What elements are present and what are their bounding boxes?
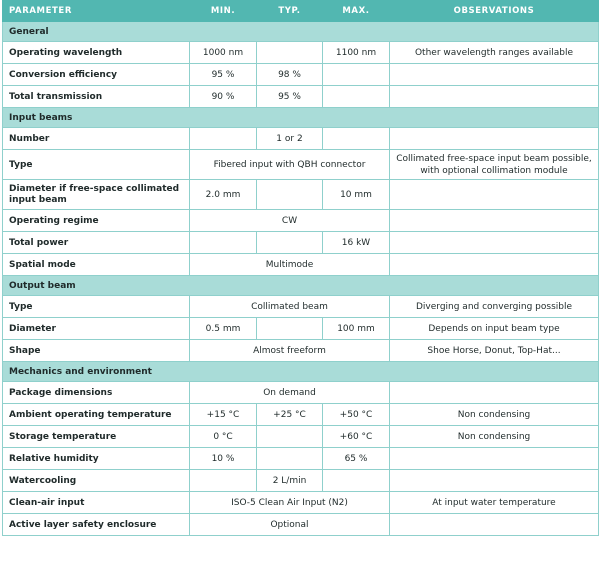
observation bbox=[390, 448, 599, 470]
section-title: Output beam bbox=[3, 276, 599, 296]
observation bbox=[390, 254, 599, 276]
max-value: 65 % bbox=[323, 448, 390, 470]
table-header bbox=[3, 1, 599, 22]
header-parameter: PARAMETER bbox=[3, 1, 190, 22]
section-title: Input beams bbox=[3, 108, 599, 128]
param-name: Watercooling bbox=[3, 470, 190, 492]
observation-line: Collimated free-space input beam possible, bbox=[396, 153, 592, 164]
param-name: Operating wavelength bbox=[3, 42, 190, 64]
typ-value: 98 % bbox=[257, 64, 323, 86]
observation: Non condensing bbox=[390, 404, 599, 426]
typ-value bbox=[257, 318, 323, 340]
param-name: Number bbox=[3, 128, 190, 150]
table-row bbox=[3, 382, 599, 404]
max-value bbox=[323, 64, 390, 86]
observation bbox=[390, 86, 599, 108]
min-value bbox=[190, 470, 257, 492]
param-name: Total transmission bbox=[3, 86, 190, 108]
typ-value bbox=[257, 232, 323, 254]
min-value bbox=[190, 232, 257, 254]
header-min: MIN. bbox=[190, 1, 257, 22]
min-value: 95 % bbox=[190, 64, 257, 86]
observation: Diverging and converging possible bbox=[390, 296, 599, 318]
typ-value bbox=[257, 426, 323, 448]
section-input-beams bbox=[3, 108, 599, 128]
max-value bbox=[323, 86, 390, 108]
max-value bbox=[323, 470, 390, 492]
spanned-value: Almost freeform bbox=[190, 340, 390, 362]
header-observations: OBSERVATIONS bbox=[390, 1, 599, 22]
observation bbox=[390, 514, 599, 536]
max-value: 10 mm bbox=[323, 180, 390, 210]
table-row bbox=[3, 492, 599, 514]
table-row bbox=[3, 340, 599, 362]
spanned-value: Optional bbox=[190, 514, 390, 536]
param-name: Active layer safety enclosure bbox=[3, 514, 190, 536]
param-name: Type bbox=[3, 296, 190, 318]
table-row bbox=[3, 254, 599, 276]
observation: Shoe Horse, Donut, Top-Hat... bbox=[390, 340, 599, 362]
header-typ: TYP. bbox=[257, 1, 323, 22]
typ-value bbox=[257, 180, 323, 210]
min-value: 0.5 mm bbox=[190, 318, 257, 340]
param-name: Ambient operating temperature bbox=[3, 404, 190, 426]
param-name: Relative humidity bbox=[3, 448, 190, 470]
spanned-value: ISO-5 Clean Air Input (N2) bbox=[190, 492, 390, 514]
param-name: Shape bbox=[3, 340, 190, 362]
param-name: Type bbox=[3, 150, 190, 180]
param-name: Conversion efficiency bbox=[3, 64, 190, 86]
param-name-line: Diameter if free-space collimated bbox=[9, 183, 180, 194]
param-name: Spatial mode bbox=[3, 254, 190, 276]
min-value: 0 °C bbox=[190, 426, 257, 448]
observation bbox=[390, 64, 599, 86]
section-mechanics bbox=[3, 362, 599, 382]
param-name: Operating regime bbox=[3, 210, 190, 232]
table-row bbox=[3, 514, 599, 536]
observation-line: with optional collimation module bbox=[420, 165, 568, 176]
observation: Depends on input beam type bbox=[390, 318, 599, 340]
typ-value: +25 °C bbox=[257, 404, 323, 426]
observation: Other wavelength ranges available bbox=[390, 42, 599, 64]
typ-value: 95 % bbox=[257, 86, 323, 108]
spanned-value: CW bbox=[190, 210, 390, 232]
table-row bbox=[3, 128, 599, 150]
max-value: 1100 nm bbox=[323, 42, 390, 64]
max-value: +50 °C bbox=[323, 404, 390, 426]
section-output-beam bbox=[3, 276, 599, 296]
min-value: +15 °C bbox=[190, 404, 257, 426]
max-value: +60 °C bbox=[323, 426, 390, 448]
param-name-line: input beam bbox=[9, 194, 67, 205]
typ-value bbox=[257, 42, 323, 64]
table-row bbox=[3, 404, 599, 426]
typ-value: 2 L/min bbox=[257, 470, 323, 492]
table-row bbox=[3, 180, 599, 210]
observation bbox=[390, 180, 599, 210]
observation bbox=[390, 382, 599, 404]
max-value: 100 mm bbox=[323, 318, 390, 340]
table-row bbox=[3, 86, 599, 108]
table-row bbox=[3, 42, 599, 64]
param-name: Diameter bbox=[3, 318, 190, 340]
observation: Non condensing bbox=[390, 426, 599, 448]
table-row bbox=[3, 470, 599, 492]
table-row bbox=[3, 232, 599, 254]
observation bbox=[390, 210, 599, 232]
spanned-value: Multimode bbox=[190, 254, 390, 276]
table-row bbox=[3, 296, 599, 318]
min-value bbox=[190, 128, 257, 150]
table-row bbox=[3, 150, 599, 180]
observation bbox=[390, 128, 599, 150]
specifications-table bbox=[2, 0, 599, 536]
table-row bbox=[3, 318, 599, 340]
spanned-value: Fibered input with QBH connector bbox=[190, 150, 390, 180]
param-name: Clean-air input bbox=[3, 492, 190, 514]
min-value: 90 % bbox=[190, 86, 257, 108]
observation bbox=[390, 470, 599, 492]
max-value bbox=[323, 128, 390, 150]
section-title: Mechanics and environment bbox=[3, 362, 599, 382]
param-name: Total power bbox=[3, 232, 190, 254]
table-row bbox=[3, 426, 599, 448]
observation: At input water temperature bbox=[390, 492, 599, 514]
observation bbox=[390, 232, 599, 254]
param-name bbox=[3, 180, 190, 210]
min-value: 10 % bbox=[190, 448, 257, 470]
typ-value bbox=[257, 448, 323, 470]
section-general bbox=[3, 22, 599, 42]
max-value: 16 kW bbox=[323, 232, 390, 254]
spanned-value: On demand bbox=[190, 382, 390, 404]
typ-value: 1 or 2 bbox=[257, 128, 323, 150]
spanned-value: Collimated beam bbox=[190, 296, 390, 318]
table-row bbox=[3, 64, 599, 86]
table-row bbox=[3, 210, 599, 232]
header-max: MAX. bbox=[323, 1, 390, 22]
param-name: Package dimensions bbox=[3, 382, 190, 404]
min-value: 1000 nm bbox=[190, 42, 257, 64]
min-value: 2.0 mm bbox=[190, 180, 257, 210]
section-title: General bbox=[3, 22, 599, 42]
param-name: Storage temperature bbox=[3, 426, 190, 448]
table-row bbox=[3, 448, 599, 470]
observation bbox=[390, 150, 599, 180]
